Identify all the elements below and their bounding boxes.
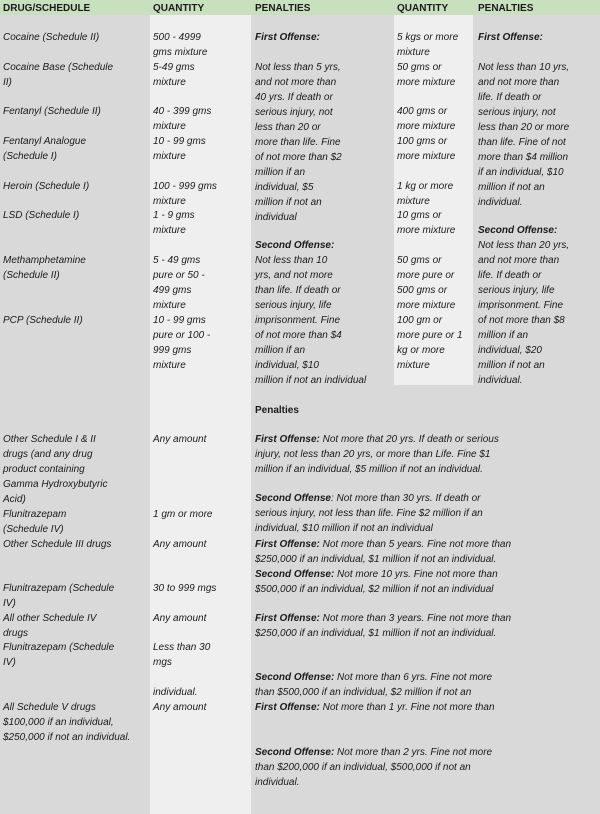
quantity-value: 499 gms [153,285,192,296]
drug-name: IV) [3,657,16,668]
quantity2-value: more pure or [397,270,455,281]
quantity2-value: more mixture [397,77,456,88]
penalty-text: million if not an individual [255,375,367,386]
penalty-text: yrs, and not more [255,270,333,281]
penalty2-text: if an individual, $10 [478,167,564,178]
offense-label: First Offense: [255,434,320,445]
quantity2-value: mixture [397,47,430,58]
drug-name: $250,000 if not an individual. [3,732,131,743]
quantity-value: 500 - 4999 [153,32,201,43]
penalty-text: $500,000 if an individual, $2 million if not an individual [255,584,494,595]
penalty-text: Second Offense: Not more 10 yrs. Fine not more than [255,569,498,580]
quantity-value: mixture [153,300,186,311]
quantity2-value: mixture [397,360,430,371]
quantity2-value: 500 gms or [397,285,448,296]
penalty-text: serious injury, not less than life. Fine $2 million if an [255,508,483,519]
penalty2-text: and not more than [478,77,560,88]
offense-label: First Offense: [255,613,320,624]
penalty2-text: million if an [478,330,529,341]
quantity-value: 5 - 49 gms [153,255,201,266]
quantity-value: mixture [153,151,186,162]
penalty-text: Second Offense: Not more than 2 yrs. Fine not more [255,747,493,758]
penalty2-text: serious injury, not [478,107,556,118]
penalty-text: individual [255,212,297,223]
penalty2-text: imprisonment. Fine [478,300,564,311]
header-drug-schedule: DRUG/SCHEDULE [3,3,91,14]
drug-name: II) [3,77,12,88]
quantity-value: 10 - 99 gms [153,315,206,326]
drug-name: drugs (and any drug [3,449,93,460]
quantity-value: gms mixture [153,47,208,58]
penalty2-text: Not less than 20 yrs, [478,240,570,251]
penalty-text: $250,000 if an individual, $1 million if not an individual. [255,628,497,639]
drug-name: Flunitrazepam (Schedule [3,642,115,653]
quantity2-value: more pure or 1 [397,330,463,341]
header-quantity-2: QUANTITY [397,3,449,14]
penalty-text: 40 yrs. If death or [255,92,333,103]
quantity-value: 5-49 gms [153,62,195,73]
penalty-text: individual, $5 [255,182,314,193]
penalty-text: First Offense: Not more than 5 years. Fine not more than [255,539,512,550]
penalty-text: Not less than 5 yrs, [255,62,341,73]
penalty-text: $250,000 if an individual, $1 million if not an individual. [255,554,497,565]
quantity-value: individual. [153,687,198,698]
quantity2-value: 100 gms or [397,136,448,147]
penalty-text: First Offense: Not more that 20 yrs. If death or serious [255,434,499,445]
offense-label: Second Offense [255,493,331,504]
quantity-value: 30 to 999 mgs [153,583,217,594]
quantity-value: mixture [153,360,186,371]
drug-name: $100,000 if an individual, [3,717,114,728]
quantity2-value: 50 gms or [397,255,442,266]
penalty-text: First Offense: Not more than 1 yr. Fine not more than [255,702,495,713]
quantity-value: Any amount [153,613,207,624]
drug-name: Other Schedule I & II [3,434,96,445]
quantity2-value: more mixture [397,151,456,162]
offense-label: First Offense: [255,32,320,43]
drug-name: (Schedule II) [3,270,60,281]
penalty-text: imprisonment. Fine [255,315,341,326]
penalty-second-offense-label [255,238,334,253]
penalty2-text: individual. [478,197,523,208]
drug-name: (Schedule I) [3,151,57,162]
quantity-value: Any amount [153,434,207,445]
penalty2-text: and not more than [478,255,560,266]
offense-label: First Offense: [478,32,543,43]
quantity2-value: more mixture [397,121,456,132]
penalty2-text: than life. Fine of not [478,137,566,148]
drug-name: Cocaine (Schedule II) [3,32,100,43]
penalty2-first-offense-label [478,30,543,45]
penalty-text: than $200,000 if an individual, $500,000 if not an [255,762,471,773]
header-penalties-2: PENALTIES [478,3,534,14]
quantity-value: Any amount [153,702,207,713]
quantity2-value: more mixture [397,300,456,311]
offense-label: Second Offense: [478,225,558,236]
penalty-text: injury, not less than 20 yrs, or more than Life. Fine $1 [255,449,491,460]
quantity-value: 10 - 99 gms [153,136,206,147]
penalty-text: First Offense: Not more than 3 years. Fine not more than [255,613,512,624]
drug-name: Flunitrazepam [3,509,67,520]
penalty2-text: individual, $20 [478,345,542,356]
penalty-text: of not more than $4 [255,330,342,341]
penalty-text: million if an individual, $5 million if not an individual. [255,464,483,475]
quantity-value: pure or 100 - [153,330,211,341]
penalty2-text: serious injury, life [478,285,555,296]
drug-name: Methamphetamine [3,255,86,266]
penalty-text: individual, $10 million if not an individual [255,523,433,534]
quantity-value: Less than 30 [153,642,211,653]
quantity2-value: 1 kg or more [397,181,454,192]
quantity-value: pure or 50 - [153,270,205,281]
penalty-text: than life. If death or [255,285,341,296]
drug-name: All other Schedule IV [3,613,97,624]
penalty-text: Second Offense: Not more than 30 yrs. If death or [255,493,481,504]
lower-penalties-heading: Penalties [255,405,299,416]
drug-name: Fentanyl (Schedule II) [3,106,101,117]
penalty2-text: million if not an [478,360,545,371]
penalty-text: of not more than $2 [255,152,342,163]
quantity-value: 999 gms [153,345,192,356]
penalty-text: individual, $10 [255,360,319,371]
drug-name: Fentanyl Analogue [3,136,87,147]
drug-name: LSD (Schedule I) [3,210,80,221]
quantity2-value: 5 kgs or more [397,32,459,43]
quantity-value: Any amount [153,539,207,550]
drug-name: Flunitrazepam (Schedule [3,583,115,594]
quantity-value: 1 gm or more [153,509,213,520]
drug-name: PCP (Schedule II) [3,315,83,326]
quantity-value: mixture [153,77,186,88]
quantity-value: mgs [153,657,172,668]
penalty2-text: of not more than $8 [478,315,565,326]
penalty-text: more than life. Fine [255,137,341,148]
drug-name: product containing [3,464,85,475]
quantity2-value: kg or more [397,345,445,356]
penalty2-text: individual. [478,375,523,386]
drug-name: Acid) [3,494,26,505]
penalty-text: than $500,000 if an individual, $2 million if not an [255,687,472,698]
header-penalties: PENALTIES [255,3,311,14]
penalty-text: million if an [255,345,306,356]
penalty-text: million if an [255,167,306,178]
header-quantity: QUANTITY [153,3,205,14]
penalty-text: million if not an [255,197,322,208]
quantity-value: mixture [153,121,186,132]
penalty-text: and not more than [255,77,337,88]
offense-label: Second Offense: [255,569,335,580]
drug-name: Gamma Hydroxybutyric [3,479,108,490]
quantity2-value: 400 gms or [397,106,448,117]
quantity-value: mixture [153,225,186,236]
penalty2-text: Not less than 10 yrs, [478,62,570,73]
penalty2-text: life. If death or [478,270,542,281]
quantity-value: mixture [153,196,186,207]
penalty2-text: million if not an [478,182,545,193]
drug-name: Heroin (Schedule I) [3,181,90,192]
offense-label: First Offense: [255,539,320,550]
drug-name: (Schedule IV) [3,524,64,535]
quantity2-value: mixture [397,196,430,207]
quantity2-value: 50 gms or [397,62,442,73]
penalty2-text: life. If death or [478,92,542,103]
penalty-text: less than 20 or [255,122,321,133]
drug-name: IV) [3,598,16,609]
offense-label: Second Offense: [255,240,335,251]
drug-name: Cocaine Base (Schedule [3,62,114,73]
drug-name: drugs [3,628,29,639]
penalty-text: serious injury, not [255,107,333,118]
quantity-value: 1 - 9 gms [153,210,195,221]
penalty-text: serious injury, life [255,300,332,311]
penalty-text: individual. [255,777,300,788]
penalty-text: Second Offense: Not more than 6 yrs. Fine not more [255,672,493,683]
penalty2-text: more than $4 million [478,152,569,163]
quantity2-value: 100 gm or [397,315,443,326]
table-header [0,0,600,15]
offense-label: Second Offense: [255,672,335,683]
penalty2-second-offense-label [478,223,557,238]
quantity-value: 100 - 999 gms [153,181,217,192]
offense-label: First Offense: [255,702,320,713]
quantity2-value: more mixture [397,225,456,236]
drug-name: All Schedule V drugs [3,702,96,713]
penalty-text: Not less than 10 [255,255,328,266]
drug-name: Other Schedule III drugs [3,539,112,550]
offense-label: Second Offense: [255,747,335,758]
quantity2-value: 10 gms or [397,210,442,221]
quantity-value: 40 - 399 gms [153,106,212,117]
penalty-first-offense-label [255,30,320,45]
penalty2-text: less than 20 or more [478,122,570,133]
